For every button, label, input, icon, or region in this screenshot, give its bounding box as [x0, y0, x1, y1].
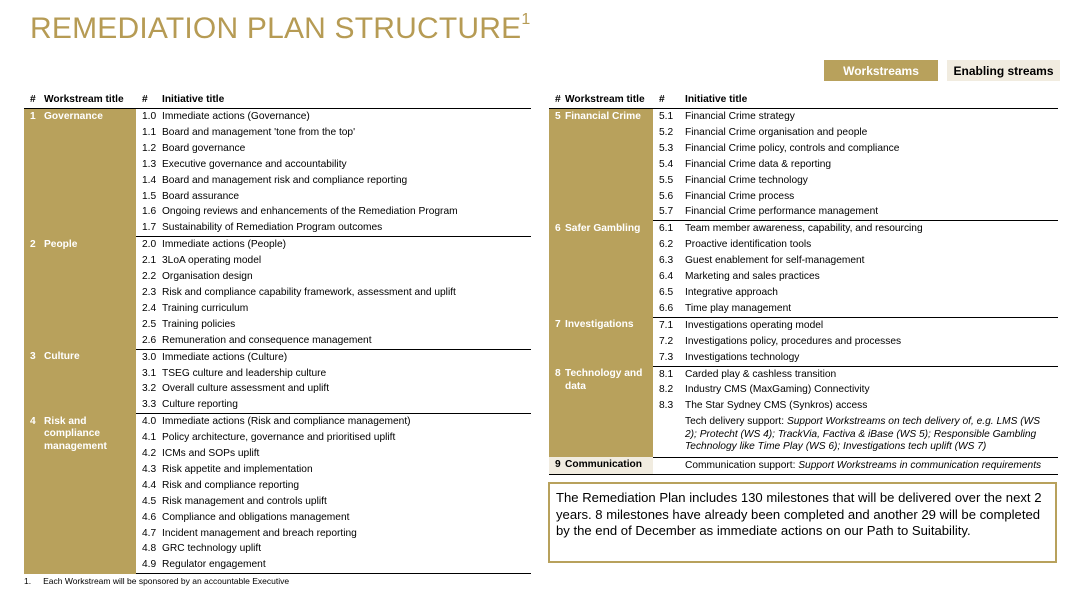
- header-workstream-title: Workstream title: [565, 93, 653, 109]
- initiative-row: [549, 109, 1058, 125]
- initiative-number: 5.7: [653, 204, 681, 220]
- initiative-title: Organisation design: [162, 271, 253, 283]
- initiative-number: 7.3: [653, 350, 681, 366]
- initiative-number: 2.5: [142, 318, 157, 330]
- footnote-number: 1.: [24, 576, 32, 586]
- support-note: [681, 414, 1058, 457]
- initiative-number: 4.5: [142, 495, 157, 507]
- initiative-title: Carded play & cashless transition: [685, 368, 837, 380]
- header-num: #: [136, 93, 158, 109]
- initiative-title: Culture reporting: [158, 397, 531, 413]
- initiative-title: ICMs and SOPs uplift: [162, 448, 260, 460]
- initiative-number: 4.0: [142, 416, 157, 428]
- initiative-number: 1.6: [142, 206, 157, 218]
- initiative-number: 3.2: [142, 383, 157, 395]
- header-initiative-title: Initiative title: [681, 93, 1058, 109]
- initiative-number: 8.1: [659, 368, 674, 380]
- initiative-title: Team member awareness, capability, and resourcing: [685, 223, 923, 235]
- initiative-number: 2.1: [142, 255, 157, 267]
- initiative-title: Regulator engagement: [158, 557, 531, 573]
- initiative-number: 4.2: [142, 448, 157, 460]
- support-note-body: Support Workstreams on tech delivery of, e.g. LMS (WS 2); Protecht (WS 4); TrackVia, Factiva & iBase (WS 5); Responsible Gambling Technology like Time Play (WS 6); Investigations tech uplift (WS 7): [685, 416, 1041, 453]
- initiative-number: 2.3: [142, 286, 157, 298]
- initiative-title: Board and management risk and compliance reporting: [162, 174, 408, 186]
- support-note: [681, 457, 1058, 474]
- initiative-row: [549, 317, 1058, 333]
- initiative-number: 6.2: [659, 239, 674, 251]
- initiative-number: 5.5: [659, 174, 674, 186]
- initiative-number: 5.2: [659, 126, 674, 138]
- initiative-number: 6.4: [659, 271, 674, 283]
- initiative-title: Training policies: [162, 318, 236, 330]
- initiative-title: Financial Crime process: [685, 190, 795, 202]
- initiative-number: 4.4: [142, 479, 157, 491]
- initiative-number-empty: [653, 414, 681, 457]
- initiative-title: Immediate actions (People): [162, 239, 287, 251]
- header-initiative-title: Initiative title: [158, 93, 531, 109]
- initiative-title: Remuneration and consequence management: [158, 333, 531, 349]
- initiative-title: Risk and compliance reporting: [162, 479, 300, 491]
- initiative-number: 4.3: [142, 463, 157, 475]
- support-note-lead: Communication support:: [685, 459, 799, 471]
- initiative-title: Financial Crime performance management: [681, 204, 1058, 220]
- initiative-title: Overall culture assessment and uplift: [162, 383, 330, 395]
- workstream-number: 1: [24, 109, 44, 237]
- initiative-title: Financial Crime technology: [685, 174, 808, 186]
- title-footnote-marker: 1: [521, 11, 531, 28]
- support-note-body: Support Workstreams in communication requirements: [798, 459, 1042, 471]
- initiative-title: Financial Crime policy, controls and compliance: [685, 142, 900, 154]
- initiative-title: Time play management: [681, 301, 1058, 317]
- initiative-title: Proactive identification tools: [685, 239, 812, 251]
- initiative-row: [24, 109, 531, 125]
- initiative-row: [24, 414, 531, 430]
- workstream-number: 2: [24, 237, 44, 349]
- initiative-number: 4.1: [142, 432, 157, 444]
- initiative-title: Board assurance: [162, 190, 240, 202]
- initiative-number: 2.0: [142, 239, 157, 251]
- initiative-number: 6.5: [659, 286, 674, 298]
- initiative-number: 1.3: [142, 158, 157, 170]
- initiative-number: 8.3: [659, 400, 674, 412]
- initiative-title: Executive governance and accountability: [162, 158, 347, 170]
- initiative-row: [549, 221, 1058, 237]
- initiative-title: TSEG culture and leadership culture: [162, 367, 327, 379]
- initiative-number: 1.7: [136, 220, 158, 236]
- initiative-title: Immediate actions (Governance): [162, 111, 310, 122]
- initiative-number: 1.5: [142, 190, 157, 202]
- summary-box: The Remediation Plan includes 130 milestones that will be delivered over the next 2 years. 8 milestones have already been completed and another 29 will be completed by the end of December as immediate actions on our Path to Suitability.: [548, 482, 1057, 563]
- initiative-title: Financial Crime strategy: [685, 111, 795, 122]
- workstream-table-left: [24, 93, 531, 574]
- footnote: [24, 576, 289, 586]
- initiative-title: Industry CMS (MaxGaming) Connectivity: [685, 384, 870, 396]
- initiative-number: 1.0: [142, 111, 157, 122]
- initiative-title: Training curriculum: [162, 302, 249, 314]
- initiative-title: Risk appetite and implementation: [162, 463, 313, 475]
- initiative-number: 3.0: [142, 351, 157, 363]
- initiative-title: GRC technology uplift: [162, 543, 262, 555]
- header-num: #: [24, 93, 44, 109]
- workstream-title: Investigations: [565, 317, 653, 366]
- workstream-number: 6: [549, 221, 565, 317]
- legend-enabling-streams: Enabling streams: [947, 60, 1060, 81]
- initiative-number: 3.1: [142, 367, 157, 379]
- initiative-title: Ongoing reviews and enhancements of the Remediation Program: [162, 206, 458, 218]
- initiative-number: 7.2: [659, 335, 674, 347]
- workstream-number: 4: [24, 414, 44, 574]
- initiative-number: 6.1: [659, 223, 674, 235]
- workstream-number: 8: [549, 366, 565, 457]
- initiative-title: Investigations operating model: [685, 319, 824, 331]
- initiative-number: 6.3: [659, 255, 674, 267]
- page-title: REMEDIATION PLAN STRUCTURE$^1$: [30, 11, 531, 45]
- initiative-number: 4.9: [136, 557, 158, 573]
- workstream-title: Risk and compliance management: [44, 414, 136, 574]
- header-workstream-title: Workstream title: [44, 93, 136, 109]
- workstream-title: Safer Gambling: [565, 221, 653, 317]
- workstream-title: Culture: [44, 349, 136, 414]
- workstream-number: 9: [549, 457, 565, 474]
- initiative-number: 5.1: [659, 111, 674, 122]
- initiative-title: Financial Crime organisation and people: [685, 126, 868, 138]
- initiative-title: Sustainability of Remediation Program outcomes: [158, 220, 531, 236]
- initiative-title: Policy architecture, governance and prioritised uplift: [162, 432, 396, 444]
- initiative-number: 4.6: [142, 511, 157, 523]
- initiative-title: Risk management and controls uplift: [162, 495, 327, 507]
- initiative-title: 3LoA operating model: [162, 255, 262, 267]
- workstream-title: People: [44, 237, 136, 349]
- initiative-title: Guest enablement for self-management: [685, 255, 865, 267]
- initiative-title: Immediate actions (Culture): [162, 351, 288, 363]
- initiative-number: 8.2: [659, 384, 674, 396]
- legend-workstreams: Workstreams: [824, 60, 938, 81]
- workstream-number: 3: [24, 349, 44, 414]
- initiative-number: 2.4: [142, 302, 157, 314]
- workstream-title: Governance: [44, 109, 136, 237]
- initiative-number: 5.4: [659, 158, 674, 170]
- initiative-title: Compliance and obligations management: [162, 511, 350, 523]
- initiative-number: 2.2: [142, 271, 157, 283]
- initiative-number: 5.6: [659, 190, 674, 202]
- initiative-number: 7.1: [659, 319, 674, 331]
- footnote-text: Each Workstream will be sponsored by an accountable Executive: [43, 576, 290, 586]
- initiative-title: Financial Crime data & reporting: [685, 158, 832, 170]
- initiative-title: Integrative approach: [685, 286, 778, 298]
- initiative-number: 3.3: [136, 397, 158, 413]
- support-note-lead: Tech delivery support:: [685, 416, 787, 428]
- initiative-row: [549, 366, 1058, 382]
- initiative-row: [24, 349, 531, 365]
- initiative-title: Board and management 'tone from the top': [162, 126, 356, 138]
- header-num: #: [549, 93, 565, 109]
- support-note-row: [549, 457, 1058, 474]
- initiative-number: 1.2: [142, 142, 157, 154]
- initiative-title: Marketing and sales practices: [685, 271, 820, 283]
- initiative-title: Board governance: [162, 142, 246, 154]
- initiative-number: 4.8: [142, 543, 157, 555]
- workstream-number: 7: [549, 317, 565, 366]
- workstream-title: Financial Crime: [565, 109, 653, 221]
- workstream-number: 5: [549, 109, 565, 221]
- initiative-number: 1.4: [142, 174, 157, 186]
- initiative-title: Investigations policy, procedures and processes: [685, 335, 902, 347]
- initiative-number: 6.6: [653, 301, 681, 317]
- initiative-number: 2.6: [136, 333, 158, 349]
- workstream-table-right: [549, 93, 1058, 475]
- initiative-number-empty: [653, 457, 681, 474]
- initiative-row: [24, 237, 531, 253]
- initiative-title: Investigations technology: [681, 350, 1058, 366]
- initiative-number: 1.1: [142, 126, 157, 138]
- header-num: #: [653, 93, 681, 109]
- initiative-number: 4.7: [142, 527, 157, 539]
- initiative-number: 5.3: [659, 142, 674, 154]
- workstream-title: Technology and data: [565, 366, 653, 457]
- initiative-title: Incident management and breach reporting: [162, 527, 357, 539]
- initiative-title: The Star Sydney CMS (Synkros) access: [685, 400, 868, 412]
- workstream-title: Communication: [565, 457, 653, 474]
- initiative-title: Risk and compliance capability framework, assessment and uplift: [162, 286, 456, 298]
- initiative-title: Immediate actions (Risk and compliance management): [162, 416, 411, 428]
